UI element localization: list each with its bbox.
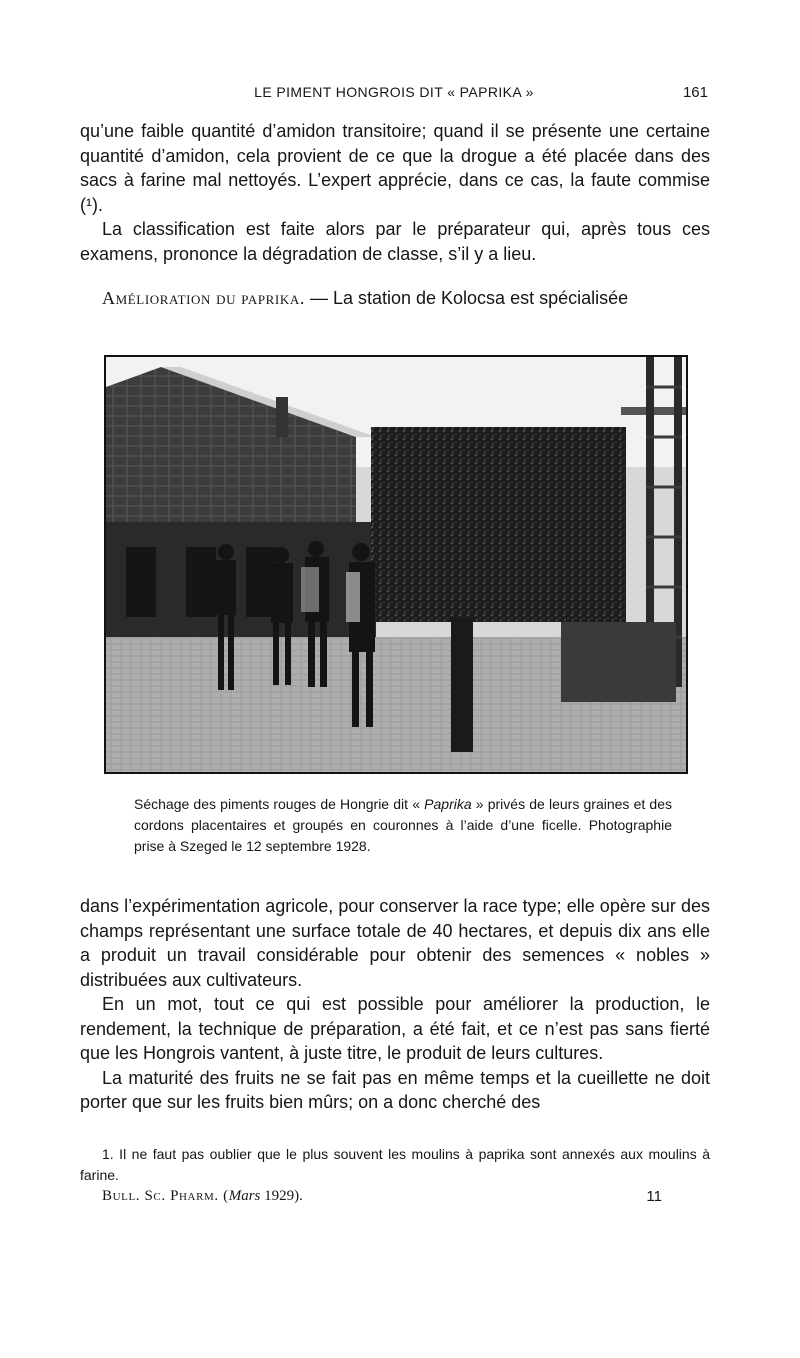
section-lead-text: La station de Kolocsa est spécialisée xyxy=(332,288,629,308)
bottom-text-block xyxy=(80,894,710,1115)
page-footer xyxy=(102,1188,662,1210)
paragraph-continued: qu’une faible quantité d’amidon transitoire; quand il se présente une certaine quantité d’amidon, cela provient de ce que la drogue a été placée dans des sacs à farine mal nettoyés. L’expert apprécie, dans ce cas, la faute commise (¹). xyxy=(80,121,710,215)
figure-photograph xyxy=(104,355,688,774)
section-heading: Amélioration du paprika. xyxy=(102,288,305,308)
page-number: 161 xyxy=(682,84,708,101)
running-title: LE PIMENT HONGROIS DIT « PAPRIKA » xyxy=(254,84,534,100)
paragraph-station-continued: dans l’expérimentation agricole, pour conserver la race type; elle opère sur des champs représentant une surface totale de 40 hectares, et depuis dix ans elle a produit un travail considérable pour obtenir des semences « nobles » distribuées aux cultivateurs. xyxy=(80,896,710,990)
footnote-reference: (¹) xyxy=(80,194,98,215)
journal-citation: Bull. Sc. Pharm. (Mars 1929). xyxy=(102,1188,303,1204)
caption-italic-term: Paprika xyxy=(424,796,472,812)
photograph-drying-paprika xyxy=(106,357,686,772)
footnote: 1. Il ne faut pas oublier que le plus souvent les moulins à paprika sont annexés aux moulins à farine. xyxy=(80,1146,710,1183)
top-text-block xyxy=(80,119,710,266)
paragraph-classification: La classification est faite alors par le préparateur qui, après tous ces examens, prononce la dégradation de classe, s’il y a lieu. xyxy=(80,219,710,264)
signature-mark: 11 xyxy=(646,1188,662,1205)
figure-caption: Séchage des piments rouges de Hongrie dit « Paprika » privés de leurs graines et des cordons placentaires et groupés en couronnes à l’aide d’une ficelle. Photographie prise à Szeged le 12 septembre 1928. xyxy=(134,796,672,854)
paragraph-ripeness: La maturité des fruits ne se fait pas en même temps et la cueillette ne doit porter que sur les fruits bien mûrs; on a donc cherché des xyxy=(80,1067,710,1112)
page-header xyxy=(80,84,708,108)
section-heading-line: Amélioration du paprika. — La station de Kolocsa est spécialisée xyxy=(102,288,629,308)
paragraph-improvement: En un mot, tout ce qui est possible pour améliorer la production, le rendement, la technique de préparation, a été fait, et ce n’est pas sans fierté que les Hongrois vantent, à juste titre, le produit de leurs cultures. xyxy=(80,994,710,1063)
